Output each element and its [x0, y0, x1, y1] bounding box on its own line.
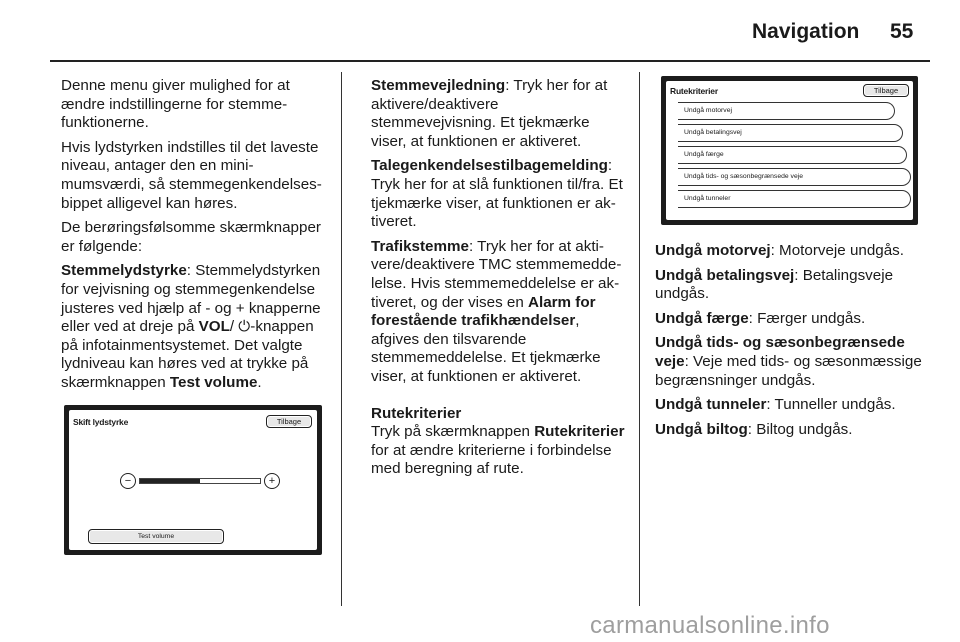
volume-back-button[interactable]: Tilbage [266, 415, 312, 428]
column-2 [371, 77, 626, 485]
term-avoid-car-train: Undgå biltog [655, 420, 748, 438]
column-separator-1 [341, 72, 342, 606]
paragraph-avoid-motorway [655, 242, 923, 261]
page-header [0, 0, 960, 66]
term-avoid-toll: Undgå betalingsvej [655, 266, 795, 284]
term-traffic-alarm: Alarm for forestående trafikhændelser [371, 293, 596, 330]
text-avoid-seasonal: : Veje med tids- og sæsonmæssige begrænsninger undgås. [655, 352, 922, 389]
text-period: . [257, 373, 262, 391]
text-traffic-voice-a: : Tryk her for at aktivere/deaktivere TMC stemmemeddelelse. Hvis stemmemeddelelse er aktiveret, og der vises en [371, 237, 622, 311]
volume-slider-track[interactable] [139, 478, 261, 484]
text-avoid-tunnels: : Tunneller undgås. [766, 396, 896, 414]
text-voice-guidance: : Tryk her for at aktivere/deaktivere stemmevejvisning. Et tjekmærke viser, at funktionen er aktiveret. [371, 77, 608, 150]
paragraph-buttons: De berøringsfølsomme skærmknapper er følgende: [61, 219, 321, 255]
paragraph-voice-volume [61, 262, 329, 392]
paragraph-avoid-seasonal [655, 334, 923, 390]
route-criteria-screen-image [661, 76, 918, 225]
term-voice-volume: Stemmelydstyrke [61, 262, 187, 280]
watermark: carmanualsonline.info [590, 612, 830, 639]
text-avoid-motorway: : Motorveje undgås. [770, 242, 904, 259]
text-avoid-ferry: : Færger undgås. [748, 309, 866, 327]
column-separator-2 [639, 72, 640, 606]
term-traffic-voice: Trafikstemme [371, 237, 469, 255]
paragraph-voice-guidance [371, 77, 626, 151]
text-traffic-voice-b: , afgives den tilsvarende stemmemeddelelse. Et tjekmærke viser, at funktionen er aktiveret. [371, 312, 601, 385]
term-test-volume: Test volume [169, 373, 258, 391]
test-volume-button[interactable]: Test volume [88, 529, 224, 544]
term-avoid-motorway: Undgå motorvej [655, 242, 771, 259]
text-speech-feedback: : Tryk her for at slå funktionen til/fra. Et tjekmærke viser, at funktionen er aktiveret. [371, 157, 623, 231]
volume-plus-icon[interactable]: + [264, 473, 280, 489]
paragraph-avoid-car-train [655, 421, 923, 440]
volume-slider-fill [140, 479, 200, 483]
page-number: 55 [890, 20, 914, 43]
route-criteria-screen-title: Rutekriterier [670, 86, 718, 96]
paragraph-speech-feedback [371, 157, 626, 231]
route-option-0[interactable]: Undgå motorvej [678, 102, 895, 120]
term-speech-feedback: Talegenkendelsestilbagemelding [371, 157, 608, 175]
volume-minus-icon[interactable]: − [120, 473, 136, 489]
text-voice-volume-a: : Stemmelydstyrken for vejvisning og stemmegenkendelse justeres ved hjælp af - og + knapperne eller ved at dreje på [61, 262, 321, 336]
term-vol: VOL [198, 318, 230, 336]
route-option-1[interactable]: Undgå betalingsvej [678, 124, 903, 142]
text-avoid-car-train: : Biltog undgås. [747, 420, 853, 438]
text-avoid-toll: : Betalingsveje undgås. [655, 266, 894, 303]
paragraph-intro: Denne menu giver mulighed for at ændre indstillingerne for stemmefunktionerne. [61, 77, 290, 132]
route-option-3[interactable]: Undgå tids- og sæsonbegrænsede veje [678, 168, 911, 186]
section-heading-route-criteria: Rutekriterier [371, 404, 462, 422]
term-avoid-ferry: Undgå færge [655, 309, 749, 327]
route-option-2[interactable]: Undgå færge [678, 146, 907, 164]
paragraph-avoid-toll [655, 267, 923, 304]
route-criteria-screen-content [666, 81, 913, 220]
column-1 [61, 77, 329, 399]
term-voice-guidance: Stemmevejledning [371, 77, 506, 94]
paragraph-min-volume: Hvis lydstyrken indstilles til det laveste niveau, antager den en minimumsværdi, så stemmegenkendelses-bippet alligevel kan høres. [61, 138, 322, 212]
volume-screen-image [64, 405, 322, 555]
text-voice-volume-b: / ⏻-knappen på infotainmentsystemet. Det valgte lydniveau kan høres ved at trykke på skærmknappen [61, 318, 314, 391]
paragraph-avoid-tunnels [655, 396, 923, 415]
term-route-criteria: Rutekriterier [534, 423, 625, 441]
term-avoid-seasonal: Undgå tids- og sæsonbegrænsede veje [655, 334, 905, 370]
paragraph-route-criteria [371, 423, 626, 479]
paragraph-avoid-ferry [655, 310, 923, 329]
paragraph-traffic-voice [371, 238, 626, 387]
volume-screen-title: Skift lydstyrke [73, 417, 129, 427]
text-route-criteria-b: for at ændre kriterierne i forbindelse med beregning af rute. [371, 441, 612, 478]
term-avoid-tunnels: Undgå tunneler [655, 396, 767, 414]
route-criteria-back-button[interactable]: Tilbage [863, 84, 909, 97]
page-title: Navigation [752, 20, 860, 43]
volume-screen-content [69, 410, 317, 550]
header-rule [50, 60, 930, 62]
route-option-4[interactable]: Undgå tunneler [678, 190, 911, 208]
column-3 [655, 242, 923, 445]
text-route-criteria-a: Tryk på skærmknappen [371, 423, 535, 441]
